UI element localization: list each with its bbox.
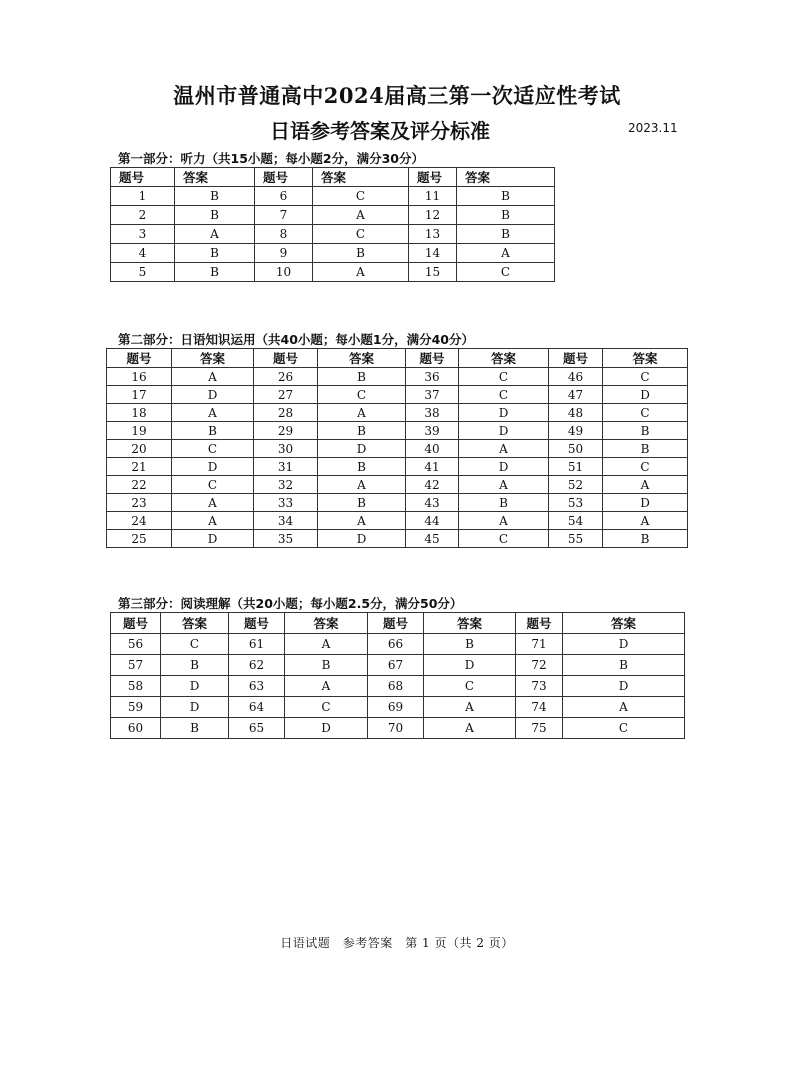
header-row [111,168,555,187]
answer-cell: A [318,404,406,422]
answer-cell: A [175,225,255,244]
question-number-cell: 50 [549,440,603,458]
question-number-cell: 64 [229,697,285,718]
table-row [107,512,688,530]
answer-cell: C [603,458,688,476]
question-number-cell: 37 [406,386,459,404]
header-question-number: 题号 [254,349,318,368]
question-number-cell: 61 [229,634,285,655]
question-number-cell: 44 [406,512,459,530]
answer-cell: D [172,458,254,476]
question-number-cell: 66 [368,634,424,655]
question-number-cell: 3 [111,225,175,244]
answer-cell: D [563,634,685,655]
answer-cell: A [424,697,516,718]
section-2-title: 第二部分：日语知识运用（共40小题；每小题1分，满分40分） [118,332,474,347]
question-number-cell: 23 [107,494,172,512]
question-number-cell: 42 [406,476,459,494]
question-number-cell: 14 [409,244,457,263]
table-row [107,440,688,458]
question-number-cell: 55 [549,530,603,548]
answer-cell: B [457,187,555,206]
section-3-header [111,613,685,634]
header-question-number: 题号 [229,613,285,634]
answer-cell: D [161,676,229,697]
header-question-number: 题号 [368,613,424,634]
answer-cell: B [424,634,516,655]
answer-cell: A [313,263,409,282]
table-row [107,404,688,422]
question-number-cell: 8 [255,225,313,244]
document-date: 2023.11 [628,121,678,135]
answer-cell: B [603,440,688,458]
table-row [111,206,555,225]
answer-cell: A [318,476,406,494]
question-number-cell: 35 [254,530,318,548]
table-row [111,244,555,263]
table-row [111,634,685,655]
answer-cell: B [175,187,255,206]
answer-cell: D [459,404,549,422]
question-number-cell: 18 [107,404,172,422]
answer-cell: C [603,404,688,422]
answer-cell: A [313,206,409,225]
answer-cell: B [161,655,229,676]
answer-cell: B [318,494,406,512]
question-number-cell: 27 [254,386,318,404]
table-row [107,476,688,494]
answer-cell: D [563,676,685,697]
answer-cell: C [459,530,549,548]
question-number-cell: 21 [107,458,172,476]
question-number-cell: 62 [229,655,285,676]
answer-cell: D [459,422,549,440]
answer-cell: A [424,718,516,739]
table-row [107,386,688,404]
header-question-number: 题号 [111,168,175,187]
question-number-cell: 1 [111,187,175,206]
table-row [111,225,555,244]
question-number-cell: 38 [406,404,459,422]
question-number-cell: 7 [255,206,313,225]
question-number-cell: 54 [549,512,603,530]
table-row [107,458,688,476]
answer-cell: B [313,244,409,263]
question-number-cell: 25 [107,530,172,548]
question-number-cell: 26 [254,368,318,386]
answer-cell: D [285,718,368,739]
question-number-cell: 13 [409,225,457,244]
answer-cell: C [161,634,229,655]
question-number-cell: 32 [254,476,318,494]
table-row [107,530,688,548]
answer-cell: A [318,512,406,530]
answer-cell: B [318,422,406,440]
table-row [111,187,555,206]
question-number-cell: 59 [111,697,161,718]
question-number-cell: 56 [111,634,161,655]
question-number-cell: 30 [254,440,318,458]
answer-cell: A [285,676,368,697]
table-row [111,697,685,718]
answer-cell: A [172,512,254,530]
question-number-cell: 58 [111,676,161,697]
section-2-header [107,349,688,368]
answer-cell: D [172,386,254,404]
question-number-cell: 69 [368,697,424,718]
answer-cell: B [318,458,406,476]
answer-cell: D [161,697,229,718]
question-number-cell: 29 [254,422,318,440]
answer-cell: B [172,422,254,440]
question-number-cell: 67 [368,655,424,676]
answer-cell: B [175,263,255,282]
answer-cell: D [172,530,254,548]
answer-cell: C [313,187,409,206]
answer-cell: C [459,368,549,386]
answer-cell: A [563,697,685,718]
question-number-cell: 49 [549,422,603,440]
answer-cell: B [175,244,255,263]
page-footer: 日语试题 参考答案 第 1 页（共 2 页） [280,936,514,950]
header-question-number: 题号 [111,613,161,634]
question-number-cell: 41 [406,458,459,476]
section-2-answer-table [106,348,688,548]
section-2-body [107,368,688,548]
document-subtitle: 日语参考答案及评分标准 [270,119,490,143]
answer-cell: C [457,263,555,282]
header-answer: 答案 [172,349,254,368]
header-answer: 答案 [285,613,368,634]
section-3-body [111,634,685,739]
header-question-number: 题号 [107,349,172,368]
answer-cell: C [313,225,409,244]
question-number-cell: 53 [549,494,603,512]
question-number-cell: 2 [111,206,175,225]
document-title: 温州市普通高中2024届高三第一次适应性考试 [173,83,621,108]
section-1-title: 第一部分：听力（共15小题；每小题2分，满分30分） [118,151,424,166]
header-answer: 答案 [603,349,688,368]
answer-cell: B [603,422,688,440]
answer-cell: B [161,718,229,739]
answer-cell: B [175,206,255,225]
question-number-cell: 36 [406,368,459,386]
section-3-title: 第三部分：阅读理解（共20小题；每小题2.5分，满分50分） [118,596,463,611]
header-answer: 答案 [318,349,406,368]
header-row [107,349,688,368]
question-number-cell: 19 [107,422,172,440]
question-number-cell: 73 [516,676,563,697]
answer-cell: A [459,476,549,494]
header-row [111,613,685,634]
header-answer: 答案 [563,613,685,634]
question-number-cell: 52 [549,476,603,494]
question-number-cell: 68 [368,676,424,697]
header-question-number: 题号 [255,168,313,187]
answer-cell: A [285,634,368,655]
question-number-cell: 74 [516,697,563,718]
answer-cell: A [457,244,555,263]
answer-cell: D [424,655,516,676]
answer-cell: B [603,530,688,548]
table-row [111,676,685,697]
question-number-cell: 10 [255,263,313,282]
question-number-cell: 48 [549,404,603,422]
answer-cell: C [318,386,406,404]
answer-cell: D [318,530,406,548]
question-number-cell: 43 [406,494,459,512]
question-number-cell: 63 [229,676,285,697]
question-number-cell: 17 [107,386,172,404]
question-number-cell: 6 [255,187,313,206]
question-number-cell: 16 [107,368,172,386]
question-number-cell: 24 [107,512,172,530]
header-question-number: 题号 [406,349,459,368]
question-number-cell: 34 [254,512,318,530]
header-question-number: 题号 [549,349,603,368]
answer-cell: C [424,676,516,697]
question-number-cell: 45 [406,530,459,548]
question-number-cell: 75 [516,718,563,739]
answer-cell: A [172,494,254,512]
question-number-cell: 28 [254,404,318,422]
answer-cell: B [457,225,555,244]
question-number-cell: 57 [111,655,161,676]
question-number-cell: 15 [409,263,457,282]
answer-cell: D [318,440,406,458]
header-answer: 答案 [459,349,549,368]
question-number-cell: 40 [406,440,459,458]
header-answer: 答案 [457,168,555,187]
header-question-number: 题号 [516,613,563,634]
answer-cell: A [603,476,688,494]
answer-cell: A [459,512,549,530]
question-number-cell: 12 [409,206,457,225]
question-number-cell: 5 [111,263,175,282]
question-number-cell: 4 [111,244,175,263]
question-number-cell: 51 [549,458,603,476]
answer-cell: B [285,655,368,676]
answer-cell: B [318,368,406,386]
answer-cell: B [459,494,549,512]
question-number-cell: 22 [107,476,172,494]
question-number-cell: 47 [549,386,603,404]
question-number-cell: 39 [406,422,459,440]
header-answer: 答案 [175,168,255,187]
table-row [107,494,688,512]
answer-cell: A [172,368,254,386]
table-row [107,368,688,386]
answer-cell: C [603,368,688,386]
question-number-cell: 70 [368,718,424,739]
question-number-cell: 11 [409,187,457,206]
table-row [111,718,685,739]
answer-cell: D [603,386,688,404]
question-number-cell: 9 [255,244,313,263]
answer-cell: A [172,404,254,422]
answer-cell: B [563,655,685,676]
section-3-answer-table [110,612,685,739]
question-number-cell: 60 [111,718,161,739]
question-number-cell: 65 [229,718,285,739]
table-row [107,422,688,440]
question-number-cell: 71 [516,634,563,655]
answer-cell: C [172,440,254,458]
answer-cell: C [563,718,685,739]
question-number-cell: 20 [107,440,172,458]
answer-cell: A [459,440,549,458]
header-question-number: 题号 [409,168,457,187]
question-number-cell: 31 [254,458,318,476]
answer-cell: B [457,206,555,225]
section-1-header [111,168,555,187]
answer-cell: A [603,512,688,530]
section-1-answer-table [110,167,555,282]
header-answer: 答案 [424,613,516,634]
answer-cell: C [285,697,368,718]
section-1-body [111,187,555,282]
question-number-cell: 33 [254,494,318,512]
answer-cell: C [459,386,549,404]
header-answer: 答案 [161,613,229,634]
table-row [111,655,685,676]
question-number-cell: 72 [516,655,563,676]
question-number-cell: 46 [549,368,603,386]
answer-cell: C [172,476,254,494]
header-answer: 答案 [313,168,409,187]
answer-cell: D [603,494,688,512]
table-row [111,263,555,282]
answer-cell: D [459,458,549,476]
